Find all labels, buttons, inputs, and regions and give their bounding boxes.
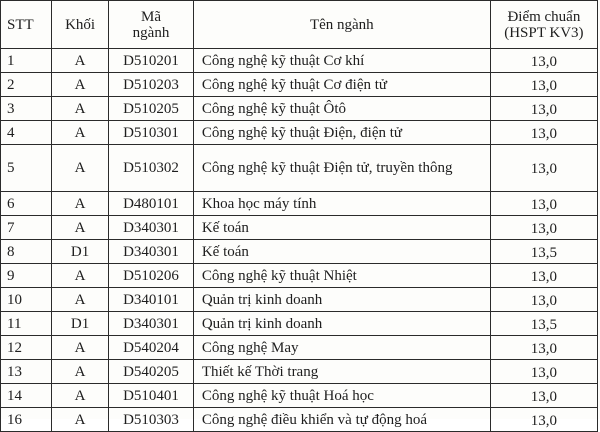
cell-ten-nganh: Công nghệ kỹ thuật Nhiệt xyxy=(193,264,490,288)
cell-khoi: A xyxy=(52,336,109,360)
header-ma-nganh-line2: ngành xyxy=(132,24,170,41)
cell-stt: 3 xyxy=(1,97,52,121)
cell-diem-chuan: 13,0 xyxy=(490,408,597,432)
cell-stt: 9 xyxy=(1,264,52,288)
cell-khoi: A xyxy=(52,73,109,97)
cell-ten-nganh: Kế toán xyxy=(193,216,490,240)
cell-diem-chuan: 13,0 xyxy=(490,49,597,73)
cell-ten-nganh: Công nghệ kỹ thuật Ôtô xyxy=(193,97,490,121)
cell-diem-chuan: 13,0 xyxy=(490,288,597,312)
table-row xyxy=(1,408,598,432)
cell-ten-nganh: Khoa học máy tính xyxy=(193,192,490,216)
cell-khoi: A xyxy=(52,360,109,384)
table-row xyxy=(1,97,598,121)
cell-ma-nganh: D510303 xyxy=(109,408,194,432)
cell-stt: 2 xyxy=(1,73,52,97)
cell-diem-chuan: 13,0 xyxy=(490,336,597,360)
cell-khoi: A xyxy=(52,288,109,312)
cell-diem-chuan: 13,0 xyxy=(490,121,597,145)
table-row xyxy=(1,216,598,240)
cell-diem-chuan: 13,5 xyxy=(490,312,597,336)
cell-ma-nganh: D340301 xyxy=(109,312,194,336)
cell-stt: 6 xyxy=(1,192,52,216)
header-ten-nganh: Tên ngành xyxy=(193,1,490,49)
cell-ma-nganh: D340301 xyxy=(109,240,194,264)
cell-ma-nganh: D540205 xyxy=(109,360,194,384)
cell-ten-nganh: Quản trị kinh doanh xyxy=(193,288,490,312)
cell-khoi: A xyxy=(52,384,109,408)
cell-diem-chuan: 13,0 xyxy=(490,192,597,216)
table-row xyxy=(1,49,598,73)
cell-stt: 1 xyxy=(1,49,52,73)
cell-ma-nganh: D510203 xyxy=(109,73,194,97)
cell-khoi: A xyxy=(52,121,109,145)
table-row xyxy=(1,360,598,384)
cell-ma-nganh: D340301 xyxy=(109,216,194,240)
table-row xyxy=(1,312,598,336)
cell-stt: 16 xyxy=(1,408,52,432)
cell-ten-nganh: Công nghệ kỹ thuật Cơ khí xyxy=(193,49,490,73)
cell-diem-chuan: 13,0 xyxy=(490,264,597,288)
cell-ten-nganh: Công nghệ kỹ thuật Điện, điện tử xyxy=(193,121,490,145)
table-row xyxy=(1,121,598,145)
cell-ma-nganh: D510206 xyxy=(109,264,194,288)
table-row xyxy=(1,288,598,312)
cell-ma-nganh: D510301 xyxy=(109,121,194,145)
header-ma-nganh-line1: Mã xyxy=(141,8,161,25)
header-diem-chuan-line2: (HSPT KV3) xyxy=(504,24,584,41)
header-khoi: Khối xyxy=(52,1,109,49)
cell-khoi: A xyxy=(52,264,109,288)
cell-stt: 11 xyxy=(1,312,52,336)
cell-diem-chuan: 13,0 xyxy=(490,97,597,121)
cell-khoi: A xyxy=(52,145,109,192)
cell-ten-nganh: Công nghệ kỹ thuật Cơ điện tử xyxy=(193,73,490,97)
cell-stt: 7 xyxy=(1,216,52,240)
header-ma-nganh xyxy=(109,1,194,49)
cell-ma-nganh: D510401 xyxy=(109,384,194,408)
cell-diem-chuan: 13,0 xyxy=(490,216,597,240)
cell-ma-nganh: D510205 xyxy=(109,97,194,121)
table-header-row xyxy=(1,1,598,49)
cell-ten-nganh: Công nghệ May xyxy=(193,336,490,360)
cell-ma-nganh: D510302 xyxy=(109,145,194,192)
table-row xyxy=(1,384,598,408)
header-stt: STT xyxy=(1,1,52,49)
cell-khoi: D1 xyxy=(52,240,109,264)
cell-khoi: D1 xyxy=(52,312,109,336)
cell-khoi: A xyxy=(52,192,109,216)
cell-khoi: A xyxy=(52,49,109,73)
table-row xyxy=(1,73,598,97)
cell-ma-nganh: D540204 xyxy=(109,336,194,360)
cell-stt: 14 xyxy=(1,384,52,408)
cell-diem-chuan: 13,0 xyxy=(490,145,597,192)
cell-khoi: A xyxy=(52,97,109,121)
table-row xyxy=(1,240,598,264)
cell-stt: 4 xyxy=(1,121,52,145)
cell-ten-nganh: Công nghệ điều khiển và tự động hoá xyxy=(193,408,490,432)
cell-ma-nganh: D510201 xyxy=(109,49,194,73)
table-row xyxy=(1,264,598,288)
cell-khoi: A xyxy=(52,216,109,240)
cell-stt: 12 xyxy=(1,336,52,360)
cell-ten-nganh: Thiết kế Thời trang xyxy=(193,360,490,384)
cell-diem-chuan: 13,0 xyxy=(490,73,597,97)
cell-ma-nganh: D340101 xyxy=(109,288,194,312)
cell-ten-nganh: Công nghệ kỹ thuật Hoá học xyxy=(193,384,490,408)
table-row xyxy=(1,336,598,360)
header-diem-chuan-line1: Điểm chuẩn xyxy=(507,8,581,25)
cell-ten-nganh: Kế toán xyxy=(193,240,490,264)
cell-ma-nganh: D480101 xyxy=(109,192,194,216)
cell-stt: 10 xyxy=(1,288,52,312)
cell-diem-chuan: 13,0 xyxy=(490,384,597,408)
cell-stt: 8 xyxy=(1,240,52,264)
cell-khoi: A xyxy=(52,408,109,432)
table-row xyxy=(1,192,598,216)
cell-diem-chuan: 13,0 xyxy=(490,360,597,384)
cell-diem-chuan: 13,5 xyxy=(490,240,597,264)
table-row xyxy=(1,145,598,192)
header-diem-chuan xyxy=(490,1,597,49)
cell-ten-nganh: Quản trị kinh doanh xyxy=(193,312,490,336)
cell-stt: 5 xyxy=(1,145,52,192)
cell-stt: 13 xyxy=(1,360,52,384)
cell-ten-nganh: Công nghệ kỹ thuật Điện tử, truyền thông xyxy=(193,145,490,192)
